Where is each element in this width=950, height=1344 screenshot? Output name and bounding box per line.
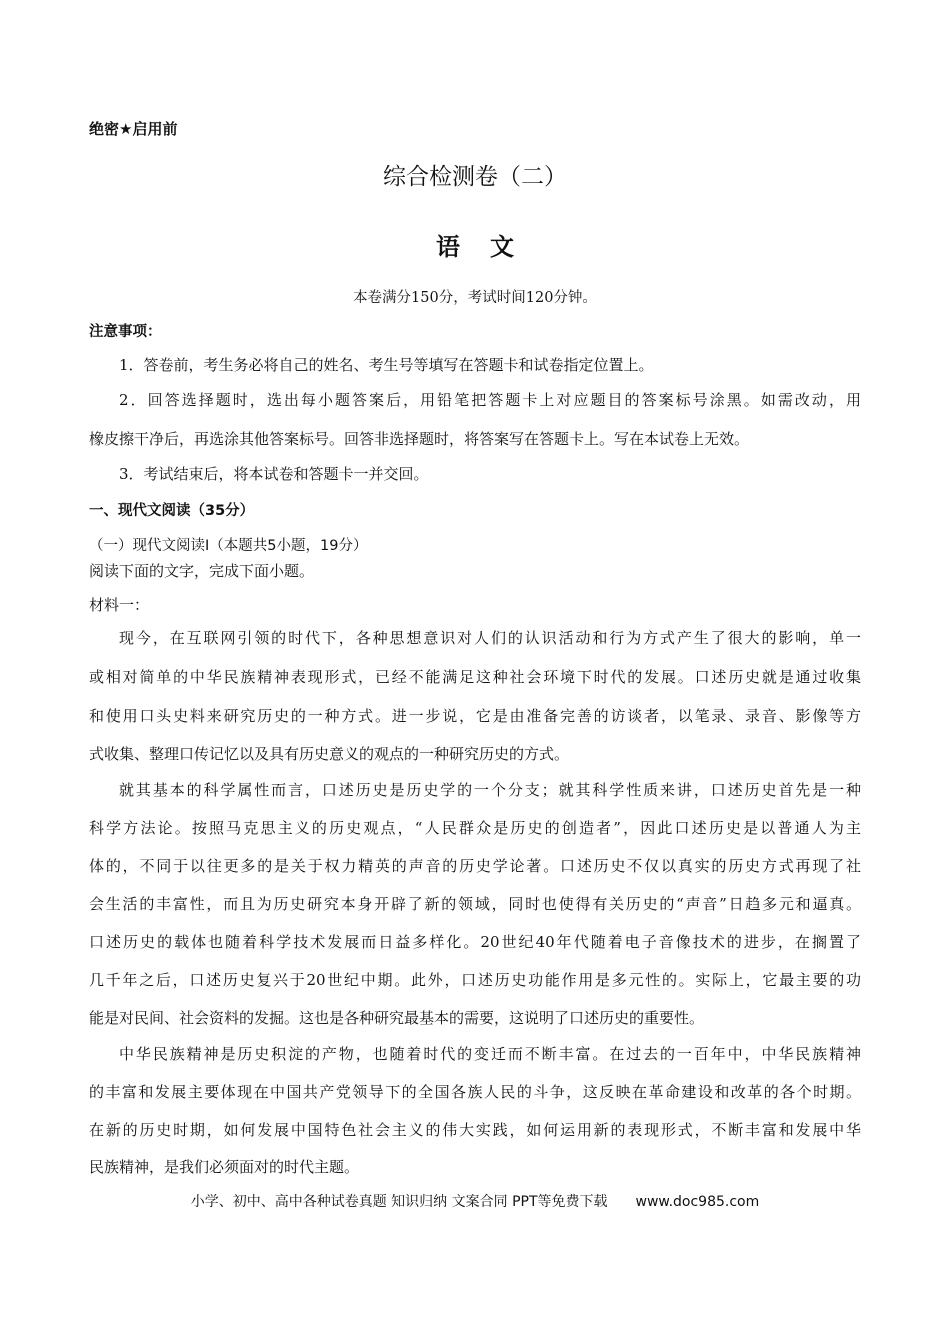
footer-url-link[interactable]: www.doc985.com	[635, 1194, 760, 1210]
exam-title: 综合检测卷（二）	[383, 164, 567, 190]
section-heading: 一、现代文阅读（35分）	[89, 503, 255, 519]
notice-heading: 注意事项：	[89, 324, 162, 340]
subject-title: 语文	[436, 233, 544, 261]
passage-line: 或相对简单的中华民族精神表现形式，已经不能满足这种社会环境下时代的发展。口述历史就是通过收集	[89, 668, 861, 686]
passage-line: 的丰富和发展主要体现在中国共产党领导下的全国各族人民的斗争，这反映在革命建设和改革的各个时期。	[89, 1083, 861, 1101]
passage-line: 中华民族精神是历史积淀的产物，也随着时代的变迁而不断丰富。在过去的一百年中，中华民族精神	[119, 1045, 861, 1063]
passage-line: 就其基本的科学属性而言，口述历史是历史学的一个分支；就其科学性质来讲，口述历史首先是一种	[119, 781, 861, 799]
notice-item-2: 2．回答选择题时，选出每小题答案后，用铅笔把答题卡上对应题目的答案标号涂黑。如需改动，用	[119, 391, 861, 409]
material-label: 材料一：	[89, 596, 150, 614]
notice-item-3: 3．考试结束后，将本试卷和答题卡一并交回。	[119, 465, 429, 483]
passage-line: 现今，在互联网引领的时代下，各种思想意识对人们的认识活动和行为方式产生了很大的影响，单一	[119, 629, 861, 647]
notice-item-2-cont: 橡皮擦干净后，再选涂其他答案标号。回答非选择题时，将答案写在答题卡上。写在本试卷上无效。	[89, 430, 750, 448]
passage-line: 在新的历史时期，如何发展中国特色社会主义的伟大实践，如何运用新的表现形式，不断丰富和发展中华	[89, 1121, 861, 1139]
passage-line: 民族精神，是我们必须面对的时代主题。	[89, 1158, 360, 1176]
passage-line: 科学方法论。按照马克思主义的历史观点，“人民群众是历史的创造者”，因此口述历史是以普通人为主	[89, 819, 861, 837]
passage-line: 几千年之后，口述历史复兴于20世纪中期。此外，口述历史功能作用是多元性的。实际上，它最主要的功	[89, 971, 861, 989]
subsection-heading: （一）现代文阅读Ⅰ（本题共5小题，19分）	[89, 538, 368, 554]
passage-line: 口述历史的载体也随着科学技术发展而日益多样化。20世纪40年代随着电子音像技术的进步，在搁置了	[89, 933, 861, 951]
confidential-label: 绝密★启用前	[89, 120, 178, 138]
footer-text: 小学、初中、高中各种试卷真题 知识归纳 文案合同 PPT等免费下载	[190, 1194, 608, 1210]
page-footer	[0, 1191, 950, 1211]
passage-line: 式收集、整理口传记忆以及具有历史意义的观点的一种研究历史的方式。	[89, 745, 570, 763]
notice-item-1: 1．答卷前，考生务必将自己的姓名、考生号等填写在答题卡和试卷指定位置上。	[119, 356, 654, 374]
passage-line: 体的，不同于以往更多的是关于权力精英的声音的历史学论著。口述历史不仅以真实的历史方式再现了社	[89, 857, 861, 875]
passage-line: 和使用口头史料来研究历史的一种方式。进一步说，它是由准备完善的访谈者，以笔录、录音、影像等方	[89, 707, 861, 725]
passage-line: 能是对民间、社会资料的发掘。这也是各种研究最基本的需要，这说明了口述历史的重要性。	[89, 1009, 705, 1027]
reading-instruction: 阅读下面的文字，完成下面小题。	[89, 562, 315, 580]
passage-line: 会生活的丰富性，而且为历史研究本身开辟了新的领域，同时也使得有关历史的“声音”日趋多元和逼真。	[89, 895, 861, 913]
score-info: 本卷满分150分，考试时间120分钟。	[353, 290, 597, 306]
